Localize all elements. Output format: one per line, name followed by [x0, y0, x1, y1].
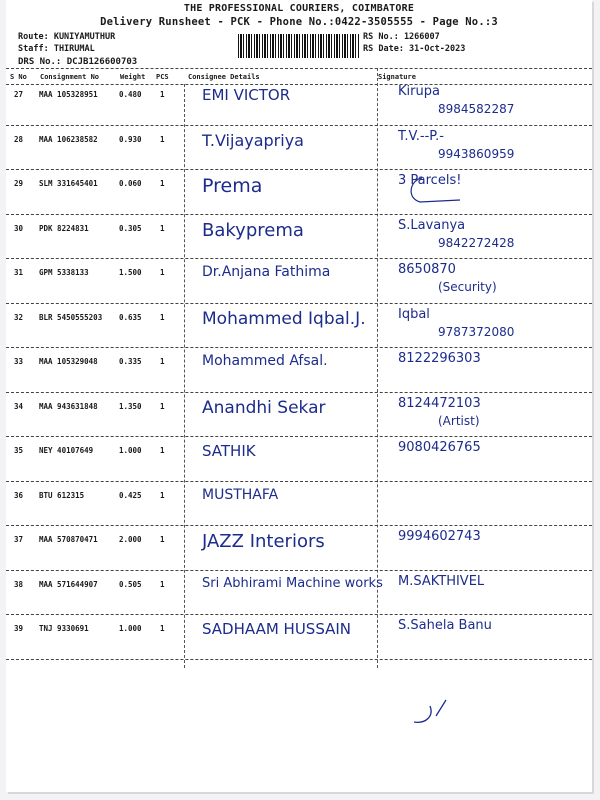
- signature-handwriting: 8124472103: [398, 395, 481, 411]
- signature-handwriting: 3 Parcels!: [398, 173, 462, 188]
- pieces-count: 1: [160, 401, 165, 411]
- serial-number: 29: [14, 179, 24, 188]
- pieces-count: 1: [160, 446, 165, 455]
- consignee-handwriting: JAZZ Interiors: [202, 531, 325, 552]
- consignee-handwriting: EMI VICTOR: [202, 86, 291, 104]
- company-title: THE PROFESSIONAL COURIERS, COIMBATORE: [183, 3, 415, 14]
- consignment-number: MAA 571644907: [39, 579, 98, 589]
- signature-handwriting: 9994602743: [398, 529, 481, 544]
- serial-number: 27: [14, 90, 24, 99]
- route-label: Route: KUNIYAMUTHUR: [18, 32, 116, 42]
- pieces-count: 1: [160, 490, 165, 500]
- col-signature: Signature: [378, 73, 416, 81]
- signature-handwriting: M.SAKTHIVEL: [398, 573, 485, 589]
- consignee-handwriting: Anandhi Sekar: [202, 397, 326, 418]
- consignment-number: MAA 570870471: [39, 535, 98, 544]
- consignment-number: MAA 106238582: [39, 134, 98, 144]
- pieces-count: 1: [160, 624, 165, 633]
- pieces-count: 1: [160, 268, 165, 277]
- consignee-handwriting: Dr.Anjana Fathima: [202, 264, 331, 280]
- signature-handwriting: Kirupa: [398, 84, 440, 99]
- consignment-number: BTU 612315: [39, 490, 85, 500]
- consignment-number: BLR 5450555203: [39, 312, 103, 322]
- consignee-handwriting: Mohammed Iqbal.J.: [202, 308, 366, 329]
- pieces-count: 1: [160, 579, 165, 589]
- handwriting-ink: [6, 0, 592, 792]
- signature-handwriting: 9080426765: [398, 440, 481, 455]
- pieces-count: 1: [160, 90, 165, 99]
- serial-number: 32: [14, 312, 24, 322]
- weight-value: 1.000: [119, 624, 142, 633]
- rs-number: RS No.: 1266007: [363, 32, 440, 42]
- serial-number: 34: [14, 401, 24, 411]
- consignment-number: MAA 105329048: [39, 357, 98, 366]
- signature-handwriting: S.Sahela Banu: [398, 618, 492, 633]
- weight-value: 0.335: [119, 357, 142, 366]
- bottom-ink-stroke: [436, 700, 446, 716]
- weight-value: 0.305: [119, 223, 142, 233]
- consignment-number: TNJ 9330691: [39, 624, 89, 633]
- signature-phone: 8984582287: [438, 102, 515, 116]
- consignment-number: MAA 943631848: [39, 401, 98, 411]
- consignee-handwriting: MUSTHAFA: [202, 486, 279, 503]
- consignment-number: SLM 331645401: [39, 179, 98, 188]
- serial-number: 38: [14, 579, 24, 589]
- serial-number: 37: [14, 535, 24, 544]
- signature-phone: (Artist): [438, 413, 480, 428]
- signature-handwriting: Iqbal: [398, 306, 430, 322]
- pieces-count: 1: [160, 312, 165, 322]
- col-pcs: PCS: [156, 73, 169, 81]
- consignment-number: GPM 5338133: [39, 268, 89, 277]
- col-consignment: Consignment No: [40, 73, 100, 81]
- consignee-handwriting: Mohammed Afsal.: [202, 353, 328, 369]
- serial-number: 31: [14, 268, 24, 277]
- consignee-handwriting: Sri Abhirami Machine works: [202, 575, 383, 591]
- serial-number: 35: [14, 446, 24, 455]
- rs-date: RS Date: 31-Oct-2023: [363, 44, 466, 54]
- pieces-count: 1: [160, 134, 165, 144]
- consignee-handwriting: Prema: [202, 175, 263, 197]
- weight-value: 0.635: [119, 312, 142, 322]
- pieces-count: 1: [160, 535, 165, 544]
- bottom-ink-mark: [414, 706, 431, 722]
- weight-value: 2.000: [119, 535, 142, 544]
- weight-value: 1.500: [119, 268, 142, 277]
- drs-number: DRS No.: DCJB126600703: [18, 57, 138, 67]
- signature-handwriting: 8650870: [398, 262, 456, 277]
- weight-value: 0.425: [119, 490, 142, 500]
- signature-phone: 9943860959: [438, 146, 515, 161]
- weight-value: 0.480: [119, 90, 142, 99]
- signature-handwriting: T.V.--P.-: [398, 128, 444, 144]
- consignment-number: NEY 40107649: [39, 446, 94, 455]
- consignee-handwriting: Bakyprema: [202, 219, 304, 241]
- parcels-circle: [411, 178, 460, 202]
- consignment-number: MAA 105328951: [39, 90, 98, 99]
- signature-handwriting: 8122296303: [398, 351, 481, 366]
- consignee-handwriting: SATHIK: [202, 442, 256, 460]
- consignee-handwriting: SADHAAM HUSSAIN: [202, 620, 352, 638]
- serial-number: 36: [14, 490, 24, 500]
- signature-phone: (Security): [438, 280, 497, 294]
- signature-phone: 9842272428: [438, 235, 515, 250]
- consignment-number: PDK 8224831: [39, 223, 89, 233]
- signature-phone: 9787372080: [438, 324, 515, 339]
- serial-number: 33: [14, 357, 24, 366]
- pieces-count: 1: [160, 357, 165, 366]
- runsheet-title: Delivery Runsheet - PCK - Phone No.:0422-3505555 - Page No.:3: [100, 16, 498, 28]
- consignee-handwriting: T.Vijayapriya: [202, 130, 304, 150]
- pieces-count: 1: [160, 179, 165, 188]
- weight-value: 1.000: [119, 446, 142, 455]
- signature-handwriting: S.Lavanya: [398, 217, 466, 233]
- weight-value: 0.930: [119, 134, 142, 144]
- weight-value: 0.505: [119, 579, 142, 589]
- staff-label: Staff: THIRUMAL: [18, 44, 95, 54]
- col-sno: S No: [10, 73, 27, 81]
- pieces-count: 1: [160, 223, 165, 233]
- weight-value: 1.350: [119, 401, 142, 411]
- serial-number: 28: [14, 134, 24, 144]
- col-weight: Weight: [120, 73, 146, 81]
- weight-value: 0.060: [119, 179, 142, 188]
- col-consignee: Consignee Details: [188, 73, 260, 81]
- runsheet-document: [6, 0, 592, 792]
- serial-number: 30: [14, 223, 24, 233]
- serial-number: 39: [14, 624, 24, 633]
